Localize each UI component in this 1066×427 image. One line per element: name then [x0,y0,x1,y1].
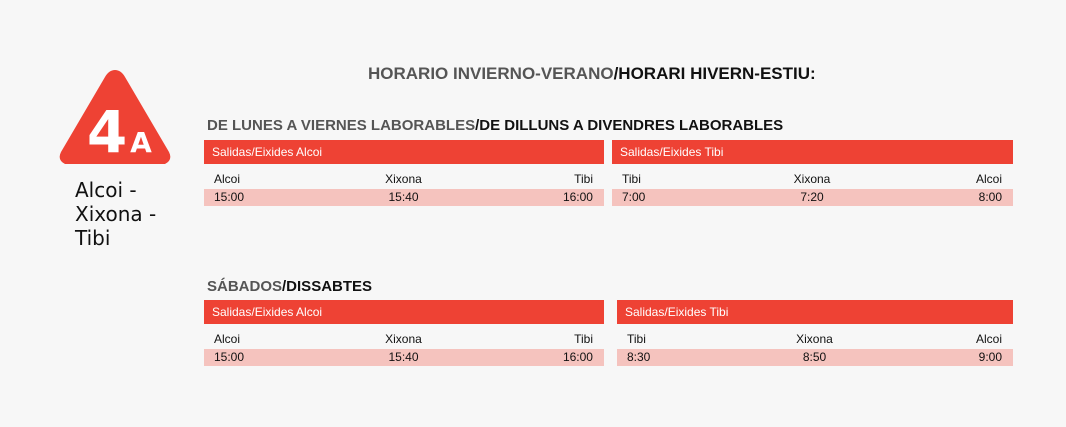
time-cell: 8:30 [627,350,651,364]
time-cell: 15:40 [388,190,419,204]
saturdays-table-tibi [617,300,1013,366]
weekdays-title-spanish: DE LUNES A VIERNES LABORABLES [207,117,476,134]
column-label: Alcoi [214,172,241,186]
table-row [612,189,1013,206]
time-cell: 7:20 [800,190,824,204]
table-header: Salidas/Eixides Alcoi [204,140,604,164]
table-columns [617,329,1013,349]
weekdays-table-tibi [612,140,1013,206]
route-line-3: Tibi [75,226,111,250]
route-line-1: Alcoi - [75,178,137,202]
logo-number: 4 [86,98,128,166]
weekdays-title [207,117,783,134]
time-cell: 16:00 [562,190,593,204]
route-name [75,178,156,250]
time-cell: 15:40 [388,350,419,364]
table-columns [612,169,1013,189]
time-cell: 15:00 [214,190,245,204]
saturdays-title [207,278,372,295]
time-cell: 15:00 [214,350,245,364]
table-row [204,189,604,206]
weekdays-title-valencian: /DE DILLUNS A DIVENDRES LABORABLES [475,117,784,134]
page-title [368,64,816,84]
saturdays-table-alcoi [204,300,604,366]
table-header: Salidas/Eixides Tibi [617,300,1013,324]
line-logo [55,64,175,174]
time-cell: 8:00 [978,190,1003,204]
column-label: Alcoi [975,332,1002,346]
time-cell: 8:50 [802,350,827,364]
column-label: Alcoi [214,332,241,346]
column-label: Xixona [385,172,422,186]
table-row [617,349,1013,366]
table-header: Salidas/Eixides Tibi [612,140,1013,164]
logo-letter: A [130,126,152,159]
table-row [204,349,604,366]
column-label: Xixona [385,332,422,346]
column-label: Xixona [796,332,833,346]
title-valencian: /HORARI HIVERN-ESTIU: [613,64,816,83]
saturdays-title-spanish: SÁBADOS [207,278,283,295]
title-spanish: HORARIO INVIERNO-VERANO [368,64,614,83]
triangle-icon [55,64,175,174]
column-label: Xixona [793,172,831,186]
column-label: Tibi [622,172,641,186]
time-cell: 7:00 [622,190,646,204]
table-columns [204,169,604,189]
weekdays-table-alcoi [204,140,604,206]
table-header: Salidas/Eixides Alcoi [204,300,604,324]
column-label: Alcoi [976,172,1003,186]
time-cell: 16:00 [562,350,593,364]
route-line-2: Xixona - [75,202,157,226]
column-label: Tibi [574,332,593,346]
column-label: Tibi [574,172,593,186]
time-cell: 9:00 [978,350,1002,364]
saturdays-title-valencian: /DISSABTES [282,278,373,295]
table-columns [204,329,604,349]
column-label: Tibi [627,332,646,346]
